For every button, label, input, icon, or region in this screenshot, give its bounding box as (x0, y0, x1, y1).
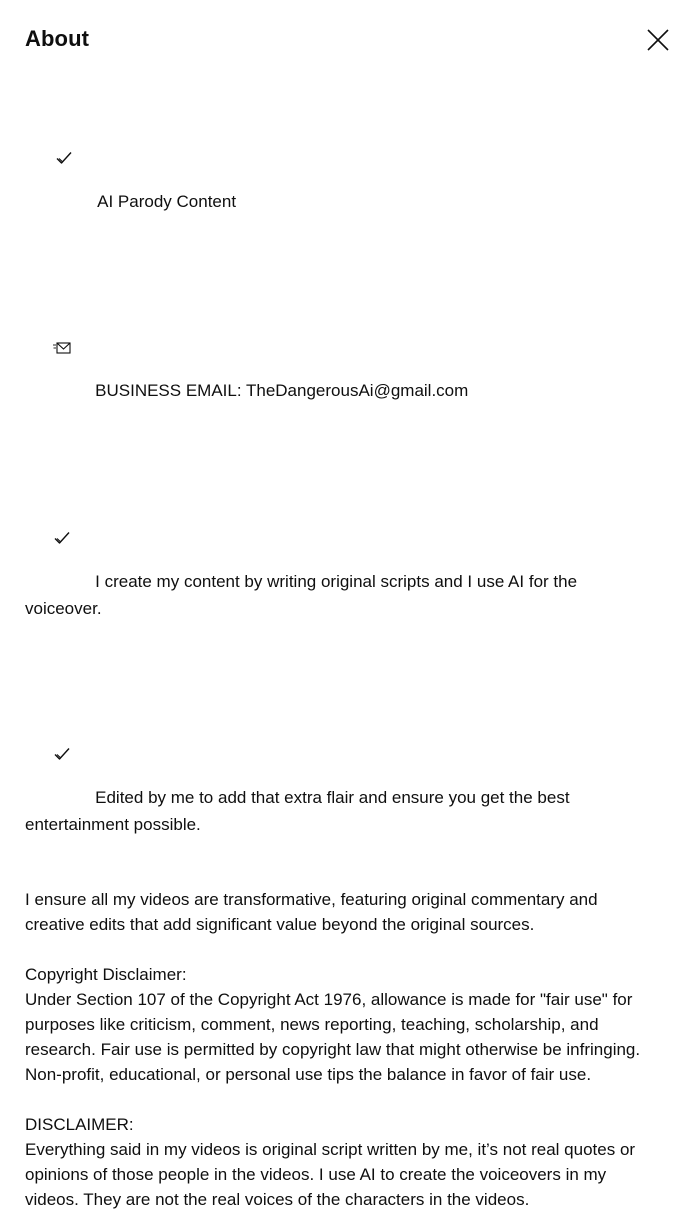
check-mark-icon (55, 100, 93, 216)
email-text: BUSINESS EMAIL: TheDangerousAi@gmail.com (95, 381, 469, 400)
close-button[interactable] (640, 22, 675, 58)
disclaimer-body: Everything said in my videos is original script written by me, it’s not real quotes or opinions of those people in the videos. I use AI to create the voiceovers in my videos. They are not the real voices of the characters in the videos. (25, 1140, 640, 1209)
edited-line (25, 671, 655, 862)
about-description (25, 75, 655, 1212)
disclaimer-heading: DISCLAIMER: (25, 1115, 134, 1134)
transformative-paragraph: I ensure all my videos are transformative, featuring original commentary and creative edits that add significant value beyond the original sources. (25, 890, 603, 934)
copyright-heading: Copyright Disclaimer: (25, 965, 187, 984)
dialog-title: About (25, 26, 90, 51)
email-line (25, 266, 655, 430)
parody-text: AI Parody Content (97, 192, 237, 211)
create-text: I create my content by writing original scripts and I use AI for the voiceover. (25, 572, 582, 618)
copyright-section (25, 962, 655, 1087)
check-mark-icon (53, 696, 91, 812)
check-mark-icon (53, 480, 91, 596)
envelope-icon (53, 291, 91, 405)
close-icon (645, 27, 671, 53)
create-line (25, 455, 655, 646)
edited-text: Edited by me to add that extra flair and ensure you get the best entertainment possible. (25, 788, 575, 834)
disclaimer-section (25, 1112, 655, 1212)
parody-line (25, 75, 655, 241)
copyright-body: Under Section 107 of the Copyright Act 1976, allowance is made for "fair use" for purposes like criticism, comment, news reporting, teaching, scholarship, and research. Fair use is permitted by copyright law that might otherwise be infringing. Non-profit, educational, or personal use tips the balance in favor of fair use. (25, 990, 645, 1084)
